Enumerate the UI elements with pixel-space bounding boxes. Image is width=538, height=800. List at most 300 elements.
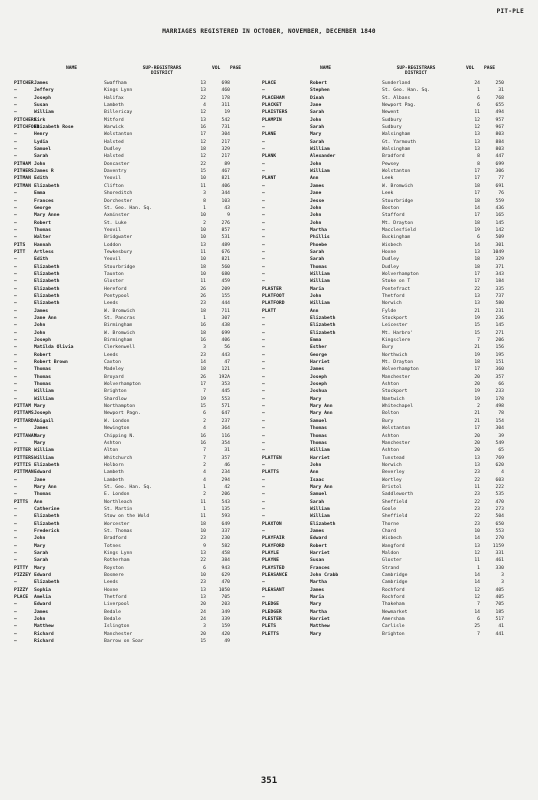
- page-cell: 344: [221, 191, 230, 197]
- volume-cell: 13: [474, 301, 480, 307]
- surname-cell: —: [14, 338, 17, 344]
- surname-cell: —: [262, 528, 265, 534]
- district-cell: Barrow on Soar: [104, 639, 144, 645]
- register-entry: [14, 594, 270, 601]
- register-entry: [14, 278, 270, 285]
- district-cell: Wortley: [382, 477, 402, 483]
- forename-cell: John Crabb: [310, 573, 339, 579]
- register-entry: [262, 198, 518, 205]
- forename-cell: Matthew: [34, 624, 54, 630]
- register-entry: [14, 543, 270, 550]
- register-entry: [14, 366, 270, 373]
- surname-cell: —: [262, 595, 265, 601]
- register-entry: [262, 557, 518, 564]
- district-cell: Cambridge: [382, 573, 408, 579]
- surname-cell: —: [14, 220, 17, 226]
- surname-cell: PLETS: [262, 624, 277, 630]
- district-cell: Sunderland: [382, 81, 411, 86]
- volume-cell: 18: [200, 264, 206, 270]
- surname-cell: —: [262, 492, 265, 498]
- page-cell: 957: [495, 117, 504, 123]
- surname-cell: —: [262, 147, 265, 153]
- page-cell: 436: [495, 205, 504, 211]
- district-cell: Hereford: [104, 286, 127, 292]
- forename-cell: Jane: [310, 103, 322, 109]
- volume-cell: 16: [200, 323, 206, 329]
- district-cell: Rotherham: [104, 558, 130, 564]
- forename-cell: Jeffery: [34, 88, 54, 94]
- surname-cell: PLAYSTED: [262, 565, 285, 571]
- register-entry: [262, 146, 518, 153]
- surname-cell: PLAYFORD: [262, 543, 285, 549]
- district-cell: Gloster: [382, 558, 402, 564]
- page-cell: 699: [495, 161, 504, 167]
- forename-cell: Joseph: [310, 382, 327, 388]
- surname-cell: PITTIS: [14, 462, 31, 468]
- volume-cell: 13: [200, 595, 206, 601]
- volume-cell: 23: [200, 352, 206, 358]
- surname-cell: PITMAN: [14, 183, 31, 189]
- district-cell: Bedale: [104, 617, 121, 623]
- district-cell: Rochford: [382, 587, 405, 593]
- district-cell: Billericay: [104, 110, 133, 116]
- page-cell: 230: [221, 536, 230, 542]
- register-entry: [14, 623, 270, 630]
- surname-cell: —: [14, 506, 17, 512]
- district-cell: Amersham: [382, 617, 405, 623]
- page-cell: 135: [221, 506, 230, 512]
- district-cell: Dorchester: [104, 198, 133, 204]
- forename-cell: Emma: [34, 191, 46, 197]
- surname-cell: —: [262, 227, 265, 233]
- register-entry: [262, 359, 518, 366]
- district-cell: Birmingham: [104, 338, 133, 344]
- page-cell: 178: [495, 396, 504, 402]
- page-cell: 3: [501, 573, 504, 579]
- district-cell: St. Thomas: [104, 528, 133, 534]
- volume-cell: 11: [200, 279, 206, 285]
- forename-cell: Mary: [310, 631, 322, 637]
- surname-cell: —: [262, 161, 265, 167]
- forename-cell: Mary: [310, 396, 322, 402]
- volume-cell: 3: [203, 345, 206, 351]
- page-cell: 543: [221, 499, 230, 505]
- district-cell: W. Bromwich: [104, 330, 136, 336]
- forename-cell: Edward: [310, 536, 327, 542]
- volume-cell: 12: [474, 595, 480, 601]
- register-entry: [14, 227, 270, 234]
- district-cell: Newent: [382, 110, 399, 116]
- surname-cell: PITTMAN: [14, 470, 34, 476]
- district-cell: St. Luke: [104, 220, 127, 226]
- surname-cell: PLANE: [262, 132, 277, 138]
- page-cell: 517: [495, 617, 504, 623]
- register-entry: [262, 491, 518, 498]
- district-cell: Gloster: [104, 279, 124, 285]
- forename-cell: Walter: [34, 235, 51, 241]
- register-entry: [262, 374, 518, 381]
- page-cell: 571: [221, 404, 230, 410]
- forename-cell: Richard: [34, 639, 54, 645]
- surname-cell: —: [262, 316, 265, 321]
- forename-cell: Harriet: [310, 551, 330, 556]
- volume-cell: 22: [200, 95, 206, 101]
- volume-cell: 13: [474, 455, 480, 461]
- district-cell: Goole: [382, 506, 397, 512]
- district-cell: Wolstanton: [382, 426, 411, 432]
- register-entry: [14, 87, 270, 94]
- district-cell: Nantwich: [382, 396, 405, 402]
- surname-cell: —: [14, 374, 17, 380]
- forename-cell: Martha: [310, 609, 327, 615]
- page-cell: 121: [221, 367, 230, 373]
- volume-cell: 2: [477, 404, 480, 410]
- register-entry: [262, 212, 518, 219]
- forename-cell: Robert: [310, 543, 327, 549]
- forename-cell: Frances: [34, 198, 54, 204]
- page-cell: 89: [224, 161, 230, 167]
- volume-cell: 18: [474, 198, 480, 204]
- volume-cell: 7: [477, 602, 480, 608]
- district-cell: St. Albans: [382, 95, 411, 101]
- surname-cell: —: [262, 462, 265, 468]
- page-cell: 441: [495, 631, 504, 637]
- page-cell: 78: [498, 411, 504, 417]
- volume-cell: 4: [203, 477, 206, 483]
- district-cell: Walsingham: [382, 147, 411, 153]
- volume-cell: 12: [474, 551, 480, 556]
- register-entry: [14, 565, 270, 572]
- page-cell: 357: [495, 374, 504, 380]
- surname-cell: PIZZY: [14, 587, 29, 593]
- page-title: [0, 28, 538, 35]
- surname-cell: —: [262, 499, 265, 505]
- volume-cell: 11: [200, 514, 206, 520]
- page-cell: 250: [495, 81, 504, 86]
- page-cell: 116: [221, 433, 230, 439]
- volume-cell: 19: [474, 352, 480, 358]
- volume-cell: 20: [474, 448, 480, 454]
- page-cell: 803: [495, 147, 504, 153]
- surname-cell: PLATTEN: [262, 455, 282, 461]
- surname-cell: —: [14, 602, 17, 608]
- volume-cell: 12: [474, 117, 480, 123]
- volume-cell: 13: [200, 587, 206, 593]
- volume-cell: 11: [474, 110, 480, 116]
- district-cell: Dudley: [382, 257, 399, 263]
- surname-cell: —: [14, 396, 17, 402]
- register-entry: [262, 249, 518, 256]
- forename-cell: Maria: [310, 595, 325, 601]
- surname-cell: PITCHFORD: [14, 125, 40, 131]
- forename-cell: Harriet: [310, 455, 330, 461]
- register-entry: [262, 388, 518, 395]
- page-cell: 676: [221, 249, 230, 255]
- page-tag: PIT-PLE: [496, 8, 524, 15]
- district-cell: Bradford: [382, 154, 405, 160]
- volume-cell: 6: [477, 235, 480, 241]
- page-cell: 270: [495, 536, 504, 542]
- district-cell: Kingsclere: [382, 338, 411, 344]
- register-entry: [262, 322, 518, 329]
- forename-cell: Thomas: [34, 227, 51, 233]
- register-entry: [262, 506, 518, 513]
- page-cell: 192A: [218, 374, 230, 380]
- volume-cell: 3: [203, 624, 206, 630]
- district-cell: W. Bromwich: [104, 308, 136, 314]
- district-cell: Liverpool: [104, 602, 130, 608]
- surname-cell: PLAYFAIR: [262, 536, 285, 542]
- register-entry: [14, 117, 270, 124]
- surname-cell: —: [14, 264, 17, 270]
- district-cell: St. Geo. Han. Sq.: [104, 484, 152, 490]
- page-cell: 360: [495, 367, 504, 373]
- page-cell: 857: [221, 227, 230, 233]
- forename-cell: Thomas: [34, 492, 51, 498]
- register-entry: [14, 491, 270, 498]
- forename-cell: Robert: [34, 220, 51, 226]
- surname-cell: PITTAWAY: [14, 433, 37, 439]
- register-entry: [262, 410, 518, 417]
- district-cell: Kings Lynn: [104, 88, 133, 94]
- page-cell: 705: [495, 602, 504, 608]
- forename-cell: Sarah: [310, 249, 325, 255]
- forename-cell: Elizabeth: [34, 183, 60, 189]
- volume-cell: 16: [200, 440, 206, 446]
- surname-cell: —: [262, 139, 265, 145]
- volume-cell: 10: [474, 528, 480, 534]
- register-entry: [262, 462, 518, 469]
- register-entry: [14, 109, 270, 116]
- forename-cell: Mary: [310, 132, 322, 138]
- forename-cell: John: [34, 536, 46, 542]
- register-entry: [14, 572, 270, 579]
- district-cell: Wisbech: [382, 536, 402, 542]
- surname-cell: PITTAM: [14, 404, 31, 410]
- volume-cell: 18: [474, 360, 480, 366]
- volume-cell: 19: [474, 316, 480, 321]
- surname-cell: —: [262, 382, 265, 388]
- volume-cell: 23: [474, 470, 480, 476]
- district-cell: Manchester: [104, 631, 133, 637]
- page-cell: 444: [221, 301, 230, 307]
- page-cell: 553: [221, 396, 230, 402]
- volume-cell: 17: [474, 191, 480, 197]
- district-cell: Gt. Yarmouth: [382, 139, 416, 145]
- register-entry: [14, 631, 270, 638]
- forename-cell: Robert: [310, 81, 327, 86]
- volume-cell: 2: [203, 462, 206, 468]
- register-entry: [262, 337, 518, 344]
- surname-cell: —: [14, 257, 17, 263]
- volume-cell: 22: [474, 286, 480, 292]
- forename-cell: Thomas: [310, 264, 327, 270]
- surname-cell: —: [14, 213, 17, 219]
- volume-cell: 18: [200, 330, 206, 336]
- volume-cell: 22: [200, 558, 206, 564]
- district-cell: Manchester: [382, 374, 411, 380]
- forename-cell: Sarah: [310, 499, 325, 505]
- page-cell: 335: [495, 286, 504, 292]
- page-cell: 680: [221, 271, 230, 277]
- register-entry: [14, 477, 270, 484]
- register-entry: [14, 381, 270, 388]
- volume-cell: 24: [200, 617, 206, 623]
- district-cell: Leek: [382, 191, 394, 197]
- forename-cell: Alexander: [310, 154, 336, 160]
- district-cell: Newport Pag.: [382, 103, 416, 109]
- register-entry: [262, 330, 518, 337]
- register-entry: [262, 271, 518, 278]
- district-cell: Fylde: [382, 308, 397, 314]
- header-vol: VOL: [212, 66, 221, 71]
- forename-cell: James: [310, 528, 325, 534]
- register-entry: [14, 601, 270, 608]
- surname-cell: —: [14, 521, 17, 527]
- register-entry: [262, 469, 518, 476]
- volume-cell: 12: [200, 154, 206, 160]
- left-column: [14, 66, 270, 645]
- forename-cell: Mary: [34, 404, 46, 410]
- volume-cell: 17: [474, 213, 480, 219]
- forename-cell: Sarah: [310, 139, 325, 145]
- page-cell: 406: [221, 183, 230, 189]
- volume-cell: 13: [474, 147, 480, 153]
- page-cell: 4: [501, 470, 504, 476]
- surname-cell: —: [14, 551, 17, 556]
- header-district: SUP-REGISTRARS DISTRICT: [142, 66, 182, 76]
- surname-cell: PITCHER: [14, 81, 34, 86]
- district-cell: Bosmere: [104, 573, 124, 579]
- volume-cell: 14: [474, 536, 480, 542]
- volume-cell: 23: [474, 492, 480, 498]
- surname-cell: PITHERS: [14, 169, 34, 175]
- surname-cell: —: [262, 323, 265, 329]
- page-cell: 349: [221, 609, 230, 615]
- surname-cell: —: [262, 396, 265, 402]
- page-cell: 354: [221, 440, 230, 446]
- district-cell: Lambeth: [104, 477, 124, 483]
- volume-cell: 14: [474, 580, 480, 586]
- page-cell: 531: [221, 235, 230, 241]
- forename-cell: Joseph: [310, 374, 327, 380]
- district-cell: Brighton: [382, 631, 405, 637]
- register-entry: [262, 190, 518, 197]
- district-cell: Sudbury: [382, 125, 402, 131]
- forename-cell: Edward: [34, 470, 51, 476]
- forename-cell: William: [34, 396, 54, 402]
- surname-cell: —: [14, 514, 17, 520]
- register-entry: [14, 190, 270, 197]
- district-cell: Lambeth: [104, 470, 124, 476]
- volume-cell: 7: [203, 389, 206, 395]
- district-cell: Dudley: [104, 147, 121, 153]
- surname-cell: PLACE: [262, 81, 277, 86]
- page-cell: 967: [495, 125, 504, 131]
- page-cell: 337: [221, 528, 230, 534]
- district-cell: Leicester: [382, 323, 408, 329]
- page-cell: 159: [221, 624, 230, 630]
- surname-cell: —: [262, 374, 265, 380]
- district-cell: Shardlow: [104, 396, 127, 402]
- register-entry: [14, 550, 270, 557]
- forename-cell: Elizabeth: [310, 323, 336, 329]
- forename-cell: Mary: [310, 602, 322, 608]
- volume-cell: 16: [200, 338, 206, 344]
- forename-cell: Thomas: [310, 426, 327, 432]
- right-rows: [262, 80, 518, 638]
- surname-cell: —: [14, 147, 17, 153]
- district-cell: Ashton: [382, 433, 399, 439]
- register-entry: [14, 344, 270, 351]
- forename-cell: Joseph: [34, 95, 51, 101]
- district-cell: Thetford: [382, 293, 405, 299]
- forename-cell: Sarah: [34, 551, 49, 556]
- register-entry: [262, 87, 518, 94]
- surname-cell: —: [14, 227, 17, 233]
- volume-cell: 17: [474, 279, 480, 285]
- register-entry: [14, 374, 270, 381]
- surname-cell: —: [14, 639, 17, 645]
- surname-cell: —: [14, 110, 17, 116]
- left-header: [14, 66, 270, 80]
- surname-cell: PITTER: [14, 448, 31, 454]
- district-cell: Mitford: [104, 117, 124, 123]
- district-cell: Newmarket: [382, 609, 408, 615]
- volume-cell: 1: [203, 316, 206, 321]
- surname-cell: —: [262, 426, 265, 432]
- surname-cell: —: [14, 103, 17, 109]
- register-entry: [14, 521, 270, 528]
- surname-cell: —: [14, 389, 17, 395]
- surname-cell: —: [14, 352, 17, 358]
- forename-cell: Lydia: [34, 139, 49, 145]
- volume-cell: 21: [474, 411, 480, 417]
- forename-cell: Mary Anne: [34, 213, 60, 219]
- volume-cell: 2: [203, 492, 206, 498]
- page-cell: 307: [221, 316, 230, 321]
- forename-cell: John: [34, 323, 46, 329]
- surname-cell: —: [262, 213, 265, 219]
- register-entry: [262, 153, 518, 160]
- volume-cell: 8: [477, 161, 480, 167]
- volume-cell: 20: [474, 382, 480, 388]
- forename-cell: James: [34, 81, 49, 86]
- forename-cell: Ann: [310, 176, 319, 182]
- register-entry: [262, 447, 518, 454]
- forename-cell: Elizabeth: [34, 580, 60, 586]
- volume-cell: 14: [200, 360, 206, 366]
- page-cell: 234: [221, 470, 230, 476]
- register-entry: [14, 242, 270, 249]
- page-cell: 649: [221, 521, 230, 527]
- surname-cell: —: [14, 360, 17, 366]
- surname-cell: —: [14, 293, 17, 299]
- volume-cell: 23: [474, 506, 480, 512]
- forename-cell: Samuel: [34, 147, 51, 153]
- district-cell: Yeovil: [104, 257, 121, 263]
- forename-cell: Elizabeth: [34, 301, 60, 307]
- page-cell: 461: [495, 558, 504, 564]
- register-entry: [262, 139, 518, 146]
- district-cell: Brighton: [104, 389, 127, 395]
- forename-cell: Jesse: [310, 198, 325, 204]
- page-cell: 31: [224, 448, 230, 454]
- volume-cell: 17: [474, 169, 480, 175]
- surname-cell: PLEDGE: [262, 602, 279, 608]
- volume-cell: 4: [203, 470, 206, 476]
- forename-cell: Elizabeth: [34, 521, 60, 527]
